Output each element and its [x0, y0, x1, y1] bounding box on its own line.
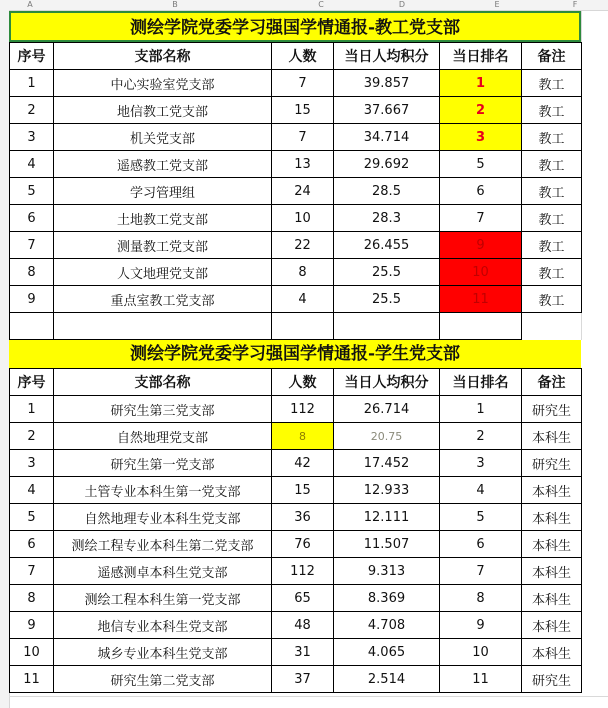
column-header-bar	[0, 0, 608, 11]
cell-count[interactable]: 15	[272, 97, 334, 124]
header-rank[interactable]: 当日排名	[440, 43, 522, 70]
student-header-row	[10, 369, 582, 396]
cell-avg-score[interactable]: 12.111	[334, 504, 440, 531]
cell-note[interactable]: 教工	[522, 259, 582, 286]
cell-branch-name[interactable]: 研究生第三党支部	[54, 396, 272, 423]
table-row	[10, 232, 582, 259]
cell-count[interactable]: 112	[272, 558, 334, 585]
cell-branch-name[interactable]: 地信教工党支部	[54, 97, 272, 124]
cell-avg-score[interactable]: 26.455	[334, 232, 440, 259]
cell-count[interactable]: 42	[272, 450, 334, 477]
cell-avg-score[interactable]: 4.065	[334, 639, 440, 666]
cell-no[interactable]: 7	[10, 232, 54, 259]
cell-avg-score[interactable]: 26.714	[334, 396, 440, 423]
table-row	[10, 666, 582, 693]
cell-branch-name[interactable]: 土地教工党支部	[54, 205, 272, 232]
cell-rank[interactable]: 11	[440, 666, 522, 693]
cell-count[interactable]: 8	[272, 259, 334, 286]
staff-header-row	[10, 43, 582, 70]
table-row	[10, 585, 582, 612]
cell-no[interactable]: 6	[10, 531, 54, 558]
cell-rank[interactable]: 5	[440, 151, 522, 178]
table-row	[10, 612, 582, 639]
cell-avg-score[interactable]: 39.857	[334, 70, 440, 97]
cell-avg-score[interactable]: 8.369	[334, 585, 440, 612]
cell-no[interactable]: 11	[10, 666, 54, 693]
cell-branch-name[interactable]: 土管专业本科生第一党支部	[54, 477, 272, 504]
column-header-b[interactable]: B	[172, 0, 178, 9]
cell-avg-score[interactable]: 25.5	[334, 286, 440, 313]
cell-count[interactable]: 8	[272, 423, 334, 450]
cell-note[interactable]: 研究生	[522, 666, 582, 693]
cell-branch-name[interactable]: 地信专业本科生党支部	[54, 612, 272, 639]
empty-cell[interactable]	[522, 313, 582, 340]
cell-avg-score[interactable]: 25.5	[334, 259, 440, 286]
cell-note[interactable]: 教工	[522, 124, 582, 151]
cell-note[interactable]: 本科生	[522, 639, 582, 666]
cell-note[interactable]: 教工	[522, 286, 582, 313]
cell-count[interactable]: 4	[272, 286, 334, 313]
cell-note[interactable]: 教工	[522, 232, 582, 259]
table-row	[10, 151, 582, 178]
cell-no[interactable]: 5	[10, 504, 54, 531]
table-row	[10, 286, 582, 313]
cell-no[interactable]: 1	[10, 70, 54, 97]
cell-no[interactable]: 5	[10, 178, 54, 205]
empty-cell[interactable]	[272, 313, 334, 340]
table-row	[10, 396, 582, 423]
cell-no[interactable]: 9	[10, 286, 54, 313]
cell-note[interactable]: 本科生	[522, 612, 582, 639]
cell-branch-name[interactable]: 自然地理专业本科生党支部	[54, 504, 272, 531]
staff-table-title: 测绘学院党委学习强国学情通报-教工党支部	[9, 11, 581, 42]
cell-count[interactable]: 22	[272, 232, 334, 259]
cell-rank[interactable]: 2	[440, 423, 522, 450]
cell-avg-score[interactable]: 29.692	[334, 151, 440, 178]
cell-no[interactable]: 7	[10, 558, 54, 585]
cell-no[interactable]: 8	[10, 585, 54, 612]
table-row	[10, 97, 582, 124]
table-row	[10, 504, 582, 531]
empty-cell[interactable]	[54, 313, 272, 340]
cell-no[interactable]: 3	[10, 450, 54, 477]
column-header-d[interactable]: D	[398, 0, 406, 9]
cell-count[interactable]: 37	[272, 666, 334, 693]
table-row	[10, 423, 582, 450]
cell-branch-name[interactable]: 城乡专业本科生党支部	[54, 639, 272, 666]
empty-cell[interactable]	[334, 313, 440, 340]
student-table-title: 测绘学院党委学习强国学情通报-学生党支部	[9, 340, 581, 368]
cell-note[interactable]: 本科生	[522, 504, 582, 531]
cell-no[interactable]: 2	[10, 423, 54, 450]
table-row	[10, 70, 582, 97]
cell-branch-name[interactable]: 测量教工党支部	[54, 232, 272, 259]
cell-branch-name[interactable]: 重点室教工党支部	[54, 286, 272, 313]
cell-avg-score[interactable]: 37.667	[334, 97, 440, 124]
cell-note[interactable]: 教工	[522, 178, 582, 205]
header-branch-name[interactable]: 支部名称	[54, 43, 272, 70]
cell-note[interactable]: 教工	[522, 205, 582, 232]
header-branch-name[interactable]: 支部名称	[54, 369, 272, 396]
cell-note[interactable]: 本科生	[522, 477, 582, 504]
header-no[interactable]: 序号	[10, 43, 54, 70]
staff-table	[9, 42, 582, 340]
cell-avg-score[interactable]: 28.5	[334, 178, 440, 205]
table-row	[10, 531, 582, 558]
header-avg-score[interactable]: 当日人均积分	[334, 43, 440, 70]
cell-avg-score[interactable]: 17.452	[334, 450, 440, 477]
cell-avg-score[interactable]: 20.75	[334, 423, 440, 450]
cell-note[interactable]: 本科生	[522, 558, 582, 585]
cell-no[interactable]: 4	[10, 151, 54, 178]
cell-count[interactable]: 24	[272, 178, 334, 205]
cell-count[interactable]: 13	[272, 151, 334, 178]
column-header-a[interactable]: A	[27, 0, 33, 9]
cell-no[interactable]: 10	[10, 639, 54, 666]
cell-count[interactable]: 36	[272, 504, 334, 531]
cell-rank[interactable]: 9	[440, 232, 522, 259]
cell-note[interactable]: 研究生	[522, 396, 582, 423]
cell-note[interactable]: 本科生	[522, 531, 582, 558]
cell-branch-name[interactable]: 研究生第二党支部	[54, 666, 272, 693]
cell-no[interactable]: 1	[10, 396, 54, 423]
cell-no[interactable]: 4	[10, 477, 54, 504]
cell-note[interactable]: 本科生	[522, 585, 582, 612]
cell-rank[interactable]: 6	[440, 531, 522, 558]
header-count[interactable]: 人数	[272, 43, 334, 70]
cell-rank[interactable]: 10	[440, 259, 522, 286]
cell-rank[interactable]: 3	[440, 124, 522, 151]
cell-rank[interactable]: 6	[440, 178, 522, 205]
cell-branch-name[interactable]: 中心实验室党支部	[54, 70, 272, 97]
cell-note[interactable]: 教工	[522, 151, 582, 178]
header-no[interactable]: 序号	[10, 369, 54, 396]
cell-no[interactable]: 2	[10, 97, 54, 124]
header-avg-score[interactable]: 当日人均积分	[334, 369, 440, 396]
cell-no[interactable]: 9	[10, 612, 54, 639]
cell-rank[interactable]: 7	[440, 205, 522, 232]
cell-branch-name[interactable]: 学习管理组	[54, 178, 272, 205]
cell-rank[interactable]: 5	[440, 504, 522, 531]
cell-note[interactable]: 教工	[522, 70, 582, 97]
cell-avg-score[interactable]: 28.3	[334, 205, 440, 232]
column-header-e[interactable]: E	[494, 0, 500, 9]
cell-rank[interactable]: 8	[440, 585, 522, 612]
table-row	[10, 178, 582, 205]
cell-rank[interactable]: 1	[440, 396, 522, 423]
cell-no[interactable]: 6	[10, 205, 54, 232]
cell-count[interactable]: 48	[272, 612, 334, 639]
cell-count[interactable]: 7	[272, 70, 334, 97]
cell-branch-name[interactable]: 测绘工程专业本科生第二党支部	[54, 531, 272, 558]
cell-avg-score[interactable]: 4.708	[334, 612, 440, 639]
cell-avg-score[interactable]: 34.714	[334, 124, 440, 151]
cell-avg-score[interactable]: 2.514	[334, 666, 440, 693]
cell-avg-score[interactable]: 11.507	[334, 531, 440, 558]
table-row	[10, 259, 582, 286]
table-row	[10, 558, 582, 585]
cell-rank[interactable]: 2	[440, 97, 522, 124]
cell-branch-name[interactable]: 测绘工程本科生第一党支部	[54, 585, 272, 612]
cell-rank[interactable]: 1	[440, 70, 522, 97]
cell-note[interactable]: 本科生	[522, 423, 582, 450]
cell-count[interactable]: 7	[272, 124, 334, 151]
header-note[interactable]: 备注	[522, 369, 582, 396]
cell-note[interactable]: 教工	[522, 97, 582, 124]
header-note[interactable]: 备注	[522, 43, 582, 70]
cell-branch-name[interactable]: 遥感教工党支部	[54, 151, 272, 178]
empty-cell[interactable]	[10, 313, 54, 340]
cell-rank[interactable]: 9	[440, 612, 522, 639]
cell-branch-name[interactable]: 研究生第一党支部	[54, 450, 272, 477]
cell-branch-name[interactable]: 自然地理党支部	[54, 423, 272, 450]
table-row	[10, 205, 582, 232]
table-row	[10, 639, 582, 666]
column-header-f[interactable]: F	[572, 0, 578, 9]
header-rank[interactable]: 当日排名	[440, 369, 522, 396]
cell-rank[interactable]: 10	[440, 639, 522, 666]
cell-rank[interactable]: 7	[440, 558, 522, 585]
student-table	[9, 368, 582, 693]
cell-count[interactable]: 65	[272, 585, 334, 612]
cell-branch-name[interactable]: 遥感测卓本科生党支部	[54, 558, 272, 585]
cell-branch-name[interactable]: 机关党支部	[54, 124, 272, 151]
cell-no[interactable]: 3	[10, 124, 54, 151]
cell-avg-score[interactable]: 12.933	[334, 477, 440, 504]
table-row	[10, 477, 582, 504]
cell-rank[interactable]: 4	[440, 477, 522, 504]
cell-count[interactable]: 10	[272, 205, 334, 232]
column-header-c[interactable]: C	[318, 0, 324, 9]
table-row	[10, 124, 582, 151]
cell-count[interactable]: 76	[272, 531, 334, 558]
table-row	[10, 450, 582, 477]
cell-note[interactable]: 研究生	[522, 450, 582, 477]
cell-no[interactable]: 8	[10, 259, 54, 286]
cell-rank[interactable]: 11	[440, 286, 522, 313]
empty-cell[interactable]	[440, 313, 522, 340]
cell-count[interactable]: 31	[272, 639, 334, 666]
cell-count[interactable]: 15	[272, 477, 334, 504]
sheet-gridline	[9, 696, 608, 697]
empty-row	[10, 313, 582, 340]
cell-avg-score[interactable]: 9.313	[334, 558, 440, 585]
cell-branch-name[interactable]: 人文地理党支部	[54, 259, 272, 286]
cell-rank[interactable]: 3	[440, 450, 522, 477]
header-count[interactable]: 人数	[272, 369, 334, 396]
cell-count[interactable]: 112	[272, 396, 334, 423]
